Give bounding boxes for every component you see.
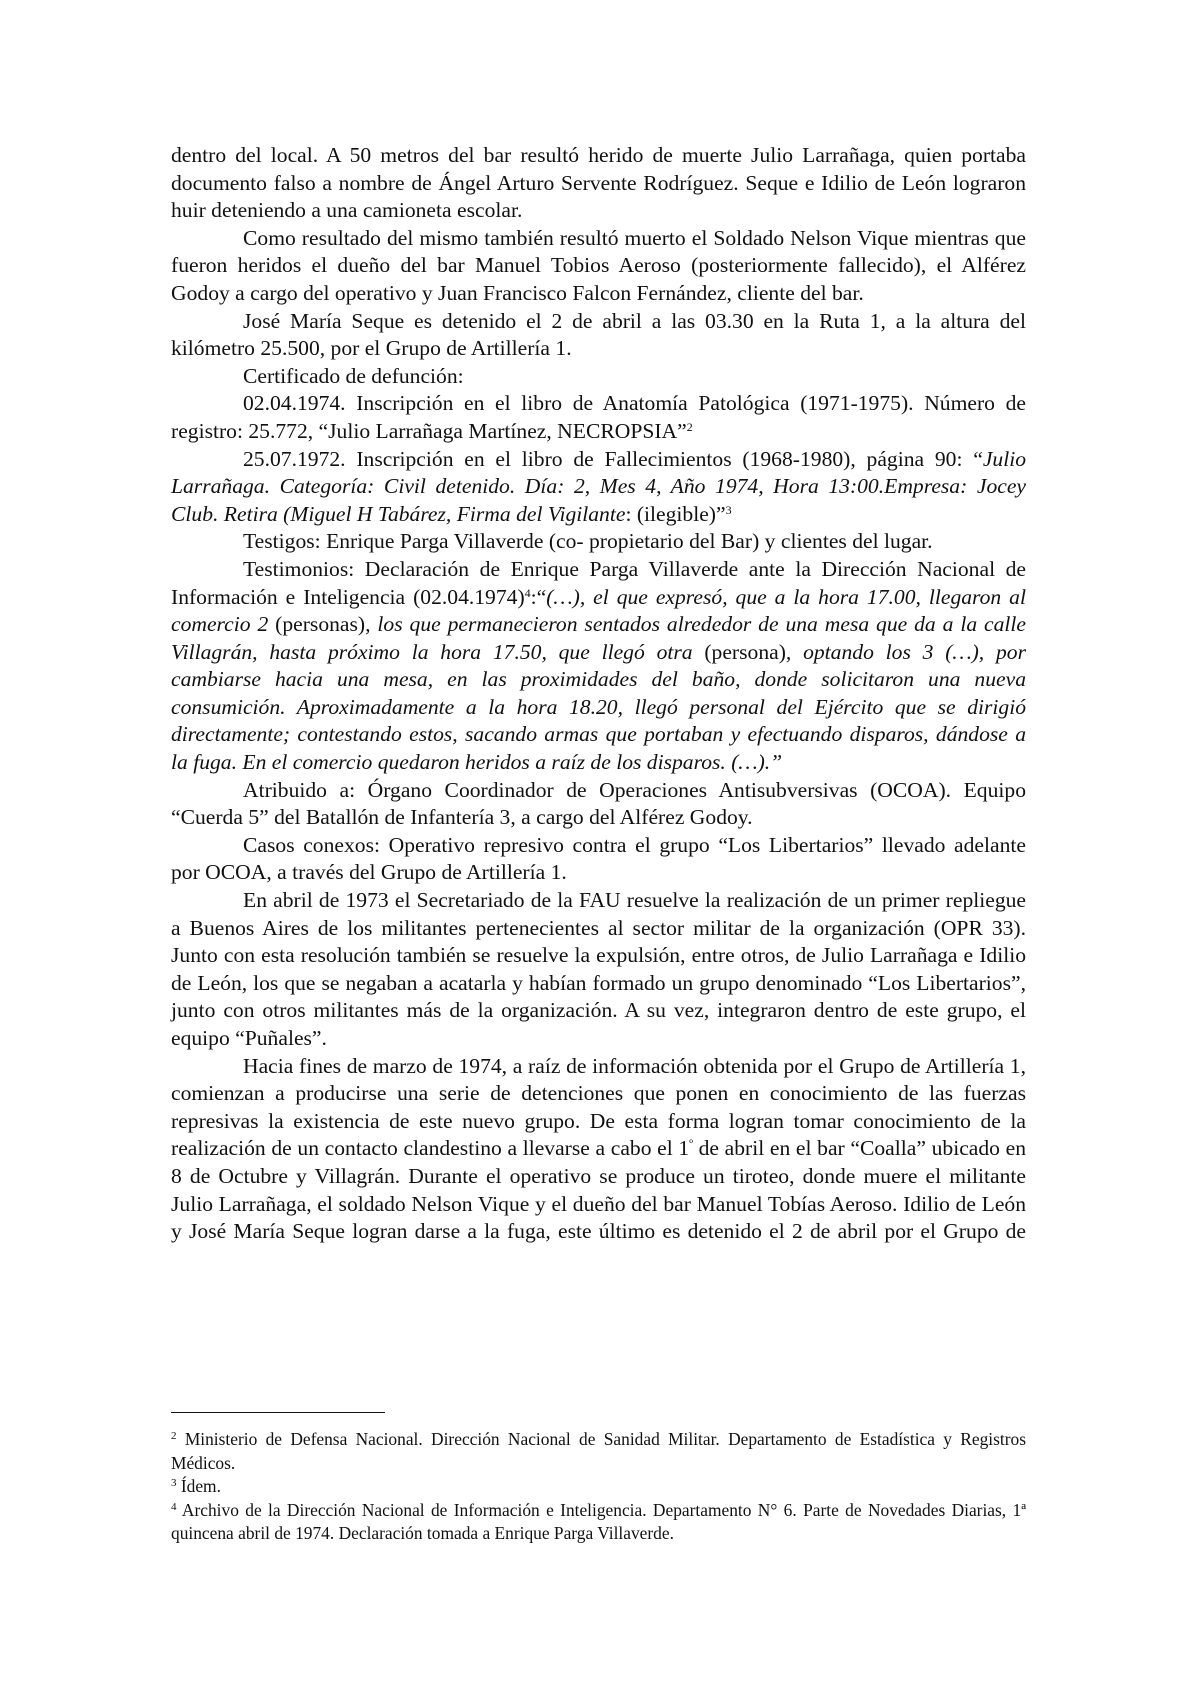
paragraph-8-quote-2: , los que permanecieron sentados alrededor de una mesa que da a la calle Villagrán, hasta próximo la hora 17.50, que llegó otra: [171, 612, 1027, 664]
paragraph-8-text: Testimonios: Declaración de Enrique Parga Villaverde ante la Dirección Nacional de Información e Inteligencia (02.04.1974): [171, 556, 1026, 609]
footnote-number: 2: [171, 1430, 177, 1442]
paragraph-2: Como resultado del mismo también resultó muerto el Soldado Nelson Vique mientras que fueron heridos el dueño del bar Manuel Tobios Aeroso (posteriormente fallecido), el Alférez Godoy a cargo del operativo y Juan Francisco Falcon Fernández, cliente del bar.: [171, 225, 1026, 305]
footnotes: [171, 1428, 1026, 1546]
paragraph-6-quote: Julio Larrañaga. Categoría: Civil detenido. Día: 2, Mes 4, Año 1974, Hora 13:00.Empresa: Jocey Club. Retira (Miguel H Tabárez, Firma del Vigilante: [171, 446, 1026, 526]
paragraph-6: [171, 446, 1026, 529]
footnote-ref-4: 4: [524, 585, 531, 600]
paragraph-8-note-2: (persona): [704, 639, 786, 664]
footnote-ref-2: 2: [686, 419, 693, 434]
paragraph-11: En abril de 1973 el Secretariado de la FAU resuelve la realización de un primer repliegue a Buenos Aires de los militantes pertenecientes al sector militar de la organización (OPR 33). Junto con esta resolución también se resuelve la expulsión, entre otros, de Julio Larrañaga e Idilio de León, los que se negaban a acatarla y habían formado un grupo denominado “Los Libertarios”, junto con otros militantes más de la organización. A su vez, integraron dentro de este grupo, el equipo “Puñales”.: [171, 888, 1026, 1050]
paragraph-4: Certificado de defunción:: [243, 363, 464, 388]
paragraph-8-note-1: (personas): [275, 612, 366, 637]
paragraph-7: Testigos: Enrique Parga Villaverde (co- propietario del Bar) y clientes del lugar.: [243, 529, 933, 554]
paragraph-12-text-a: Hacia fines de marzo de 1974, a raíz de información obtenida por el Grupo de Artillería 1, comienzan a producirse una serie de detenciones que ponen en conocimiento de las fuerzas represivas la existencia de este nuevo grupo. De esta forma logran tomar conocimiento de la realización de un contacto clandestino a llevarse a cabo el 1: [171, 1053, 1026, 1161]
paragraph-5: [171, 390, 1026, 445]
footnote-text: Archivo de la Dirección Nacional de Información e Inteligencia. Departamento N° 6. Parte de Novedades Diarias, 1ª quincena abril de 1974. Declaración tomada a Enrique Parga Villaverde.: [171, 1499, 1026, 1544]
paragraph-10: Casos conexos: Operativo represivo contra el grupo “Los Libertarios” llevado adelante por OCOA, a través del Grupo de Artillería 1.: [171, 832, 1026, 885]
footnote-2: [171, 1428, 1026, 1475]
footnote-text: Ministerio de Defensa Nacional. Dirección Nacional de Sanidad Militar. Departamento de Estadística y Registros Médicos.: [171, 1429, 1026, 1473]
ordinal-mark: º: [689, 1137, 693, 1152]
paragraph-6-end: : (ilegible)”: [625, 501, 726, 526]
paragraph-8-quote-1: (…), el que expresó, que a la hora 17.00, llegaron al comercio 2: [171, 584, 1026, 637]
footnote-number: 3: [171, 1477, 177, 1490]
footnote-number: 4: [171, 1500, 177, 1513]
footnote-ref-3: 3: [725, 502, 732, 517]
paragraph-9: Atribuido a: Órgano Coordinador de Operaciones Antisubversivas (OCOA). Equipo “Cuerda 5” del Batallón de Infantería 3, a cargo del Alférez Godoy.: [171, 777, 1026, 830]
footnote-text: Ídem.: [176, 1476, 221, 1497]
paragraph-5-text: 02.04.1974. Inscripción en el libro de Anatomía Patológica (1971-1975). Número de registro: 25.772, “Julio Larrañaga Martínez, NECROPSIA”: [171, 391, 1026, 443]
paragraph-12: [171, 1053, 1026, 1246]
footnote-separator: [171, 1412, 385, 1413]
document-body: [171, 142, 1026, 1246]
paragraph-12-text-b: de abril en el bar “Coalla” ubicado en 8 de Octubre y Villagrán. Durante el operativo se produce un tiroteo, donde muere el militante Julio Larrañaga, el soldado Nelson Vique y el dueño del bar Manuel Tobías Aeroso. Idilio de León y José María Seque logran darse a la fuga, este último es detenido el 2 de abril por el Grupo de: [171, 1136, 1026, 1244]
footnote-4: [171, 1499, 1026, 1546]
paragraph-8: [171, 556, 1026, 777]
paragraph-1: dentro del local. A 50 metros del bar resultó herido de muerte Julio Larrañaga, quien portaba documento falso a nombre de Ángel Arturo Servente Rodríguez. Seque e Idilio de León lograron huir deteniendo a una camioneta escolar.: [171, 143, 1026, 223]
footnote-3: [171, 1475, 1026, 1499]
paragraph-8-colon: :“: [530, 584, 547, 609]
paragraph-8-quote-3: , optando los 3 (…), por cambiarse hacia una mesa, en las proximidades del baño, donde solicitaron una nueva consumición. Aproximadamente a la hora 18.20, llegó personal del Ejército que se dirigió directamente; contestando estos, sacando armas que portaban y efectuando disparos, dándose a la fuga. En el comercio quedaron heridos a raíz de los disparos. (…).”: [171, 639, 1026, 775]
paragraph-6-text: 25.07.1972. Inscripción en el libro de Fallecimientos (1968-1980), página 90: “: [243, 446, 983, 471]
paragraph-3: José María Seque es detenido el 2 de abril a las 03.30 en la Ruta 1, a la altura del kilómetro 25.500, por el Grupo de Artillería 1.: [171, 308, 1026, 361]
